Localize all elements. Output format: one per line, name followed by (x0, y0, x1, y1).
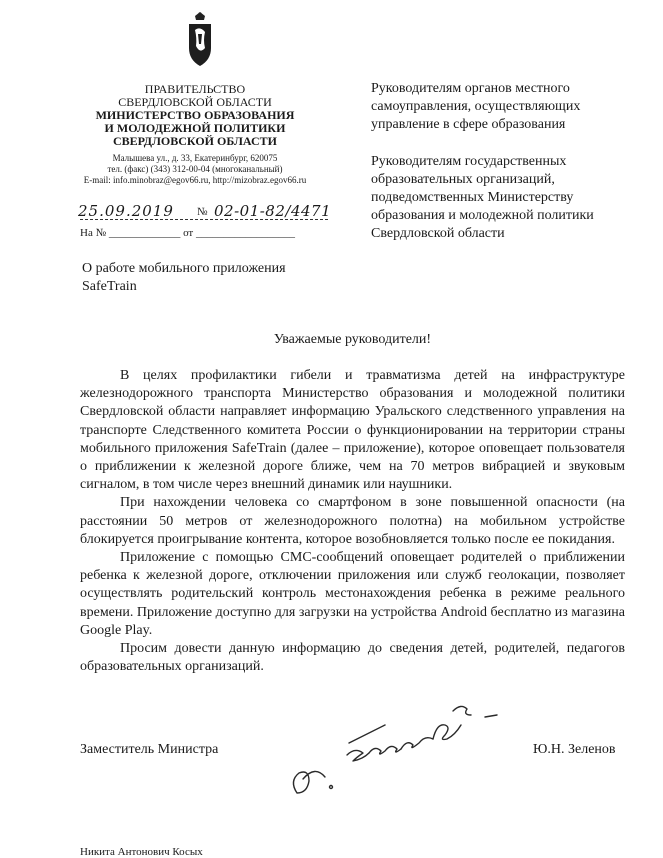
sender-block (70, 83, 320, 186)
subject-line: SafeTrain (82, 279, 137, 294)
sender-government: ПРАВИТЕЛЬСТВО (144, 82, 246, 96)
coat-of-arms-icon (185, 10, 215, 70)
letter-body (80, 367, 625, 676)
addressee-first-line: самоуправления, осуществляющих (371, 99, 581, 114)
reference-label: На № (80, 227, 107, 239)
registration-underline (80, 219, 328, 220)
addressee-first (371, 80, 656, 134)
reference-from-blank: __________________ (196, 227, 295, 239)
subject-line: О работе мобильного приложения (82, 261, 286, 276)
salutation: Уважаемые руководители! (273, 332, 432, 347)
sender-ministry: МИНИСТЕРСТВО ОБРАЗОВАНИЯ (95, 108, 295, 122)
addressee-second-line: подведомственных Министерству (371, 190, 574, 205)
body-paragraph: В целях профилактики гибели и травматизма детей на инфраструктуре железнодорожного транспорта Министерство образования и молодежной политики Свердловской области направляет информацию Уральского следственного управления на транспорте Следственного комитета России о функционировании на территории страны мобильного приложения SafeTrain (далее – приложение), которое оповещает пользователя о приближении к железной дороге ближе, чем на 70 метров вибрацией и звуковым сигналом, в том числе через внешний динамик или наушники. (80, 368, 625, 493)
reference-line (80, 227, 295, 239)
addressee-first-line: управление в сфере образования (371, 117, 566, 132)
body-paragraph: При нахождении человека со смартфоном в зоне повышенной опасности (на расстоянии 50 метров от железнодорожного полотна) на мобильном устройстве блокируется проигрывание контента, которое возобновляется только после ее покидания. (80, 495, 625, 547)
registration-number: 02-01-82/4471 (214, 202, 332, 220)
registration-date: 25.09.2019 (78, 202, 174, 220)
body-paragraph: Приложение с помощью СМС-сообщений оповещает родителей о приближении ребенка к железной дороге, отключении приложения или служб геолокации, позволяет осуществлять родительский контроль местонахождения ребенка в режиме реального времени. Приложение доступно для загрузки на устройства Android бесплатно из магазина Google Play. (80, 550, 625, 638)
registration-line (78, 202, 338, 220)
body-paragraph: Просим довести данную информацию до сведения детей, родителей, педагогов образовательных организаций. (80, 641, 625, 675)
addressee-second-line: Руководителям государственных (371, 154, 567, 169)
sender-email: E-mail: info.minobraz@egov66.ru, http://mizobraz.egov66.ru (83, 175, 307, 185)
handwritten-signature (285, 695, 535, 805)
registration-number-label: № (197, 206, 208, 218)
signatory-position: Заместитель Министра (80, 742, 219, 757)
sender-address: Малышева ул., д. 33, Екатеринбург, 620075 (112, 153, 278, 163)
sender-ministry-region: СВЕРДЛОВСКОЙ ОБЛАСТИ (113, 134, 277, 148)
addressee-second-line: образования и молодежной политики (371, 208, 594, 223)
addressee-second-line: Свердловской области (371, 226, 505, 241)
addressee-second-line: образовательных организаций, (371, 172, 555, 187)
sender-phone: тел. (факс) (343) 312-00-04 (многоканальный) (107, 164, 283, 174)
executor-name: Никита Антонович Косых (80, 846, 203, 858)
sender-region: СВЕРДЛОВСКОЙ ОБЛАСТИ (118, 95, 272, 109)
signatory-name: Ю.Н. Зеленов (533, 742, 616, 757)
letter-subject (82, 260, 362, 296)
sender-ministry-2: И МОЛОДЕЖНОЙ ПОЛИТИКИ (104, 121, 286, 135)
reference-blank: _____________ (108, 227, 181, 239)
addressee-second (371, 153, 656, 243)
addressee-first-line: Руководителям органов местного (371, 81, 570, 96)
reference-from-label: от (183, 227, 194, 239)
